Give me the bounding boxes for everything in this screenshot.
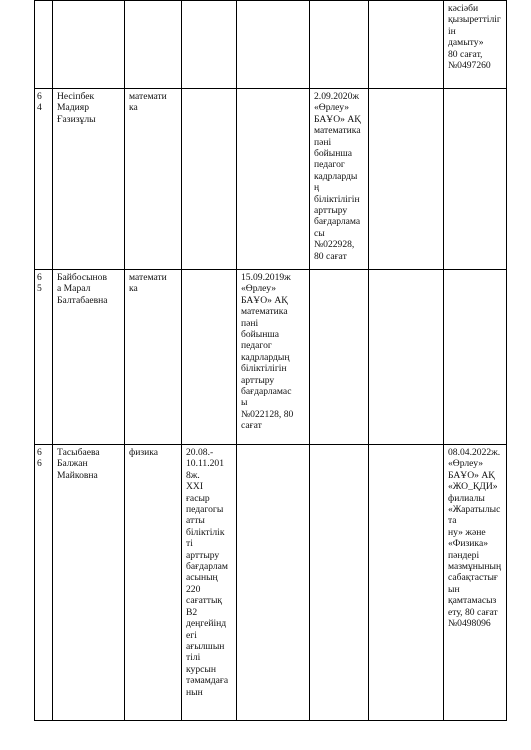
course-cell: [310, 270, 369, 445]
course-cell: [444, 89, 507, 270]
course-cell: [237, 445, 310, 721]
course-cell: [369, 89, 444, 270]
teacher-name: Несіпбек Мадияр Ғазизұлы: [53, 89, 125, 270]
subject: математи ка: [125, 270, 182, 445]
subject: математи ка: [125, 89, 182, 270]
course-cell: [237, 1, 310, 89]
table-row: [35, 445, 507, 721]
teacher-name: Байбосынов а Марал Балтабаевна: [53, 270, 125, 445]
course-cell: [369, 270, 444, 445]
staff-training-table: [34, 0, 507, 721]
row-number: 6 6: [35, 445, 53, 721]
course-cell: [237, 89, 310, 270]
table-row: [35, 89, 507, 270]
course-cell: [369, 445, 444, 721]
course-cell: 20.08.- 10.11.201 8ж. XXI ғасыр педагогы атты біліктілік ті арттыру бағдарлам асының 220 сағаттық B2 деңгейінд егі ағылшын тілі курсын тәмамдаға нын: [182, 445, 237, 721]
course-cell: [369, 1, 444, 89]
course-cell: 2.09.2020ж «Өрлеу» БАҰО» АҚ математика пәні бойынша педагог кадрларды ң біліктілігін арттыру бағдарлама сы №022928, 80 сағат: [310, 89, 369, 270]
course-cell: [182, 270, 237, 445]
course-cell: [310, 1, 369, 89]
course-cell: [182, 1, 237, 89]
course-cell: 08.04.2022ж. «Өрлеу» БАҰО» АҚ «ЖО_ҚДИ» филиалы «Жаратылыста ну» және «Физика» пәндері мазмұнының сабақтастығын қамтамасыз ету, 80 сағат №0498096: [444, 445, 507, 721]
teacher-name: Тасыбаева Балжан Майковна: [53, 445, 125, 721]
subject: физика: [125, 445, 182, 721]
course-cell: [310, 445, 369, 721]
row-number: [35, 1, 53, 89]
course-cell: 15.09.2019ж «Өрлеу» БАҰО» АҚ математика пәні бойынша педагог кадрлардың біліктілігін арттыру бағдарламас ы №022128, 80 сағат: [237, 270, 310, 445]
teacher-name: [53, 1, 125, 89]
course-cell: [444, 270, 507, 445]
table-row: [35, 270, 507, 445]
subject: [125, 1, 182, 89]
row-number: 6 5: [35, 270, 53, 445]
course-cell: кәсіәби қызыреттілігін дамыту» 80 сағат, №0497260: [444, 1, 507, 89]
course-cell: [182, 89, 237, 270]
table-row: [35, 1, 507, 89]
row-number: 6 4: [35, 89, 53, 270]
